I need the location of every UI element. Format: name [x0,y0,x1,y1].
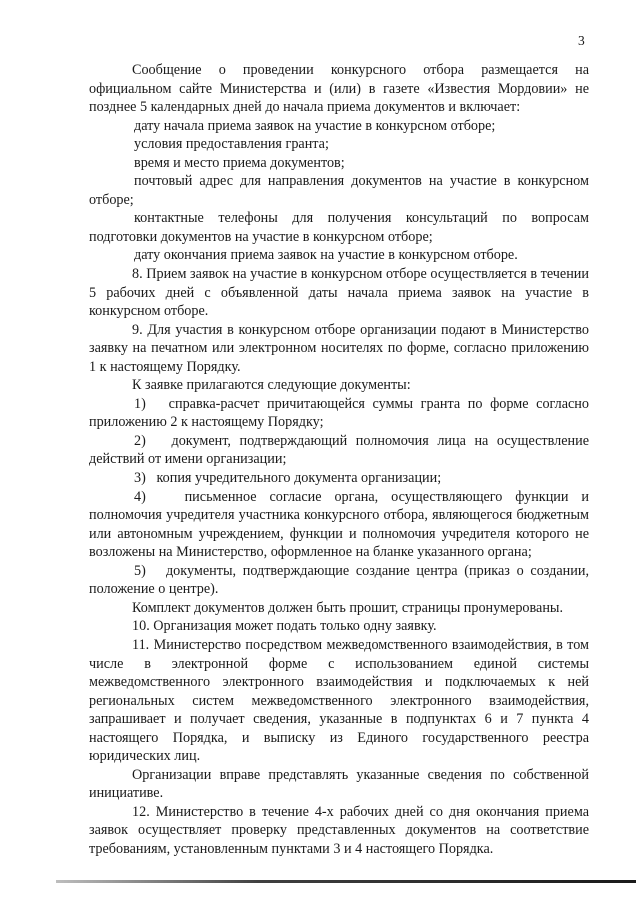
list-item: условия предоставления гранта; [134,136,329,153]
list-item: контактные телефоны для получения консультаций по вопросам подготовки документов на участие в конкурсном отборе; [89,210,589,245]
numbered-item: 3) копия учредительного документа организации; [134,470,442,487]
bottom-scan-line [56,880,636,883]
paragraph-clause-8: 8. Прием заявок на участие в конкурсном отборе осуществляется в течении 5 рабочих дней с объявленной даты начала приема заявок на участие в конкурсном отборе. [89,266,589,320]
paragraph-clause-12: 12. Министерство в течение 4-х рабочих дней со дня окончания приема заявок осуществляет проверку представленных документов на соответствие требованиям, установленным пунктами 3 и 4 настоящего Порядка. [89,803,589,857]
paragraph-clause-9: 9. Для участия в конкурсном отборе организации подают в Министерство заявку на печатном или электронном носителях по форме, согласно приложению 1 к настоящему Порядку. [89,321,589,375]
paragraph: Комплект документов должен быть прошит, страницы пронумерованы. [132,599,563,616]
paragraph: Сообщение о проведении конкурсного отбора размещается на официальном сайте Министерства и (или) в газете «Известия Мордовии» не позднее 5 календарных дней до начала приема документов и включает: [89,62,589,116]
list-item: время и место приема документов; [134,154,345,171]
paragraph-clause-10: 10. Организация может подать только одну заявку. [132,618,437,635]
list-item: дату начала приема заявок на участие в конкурсном отборе; [134,117,496,134]
paragraph: Организации вправе представлять указанные сведения по собственной инициативе. [89,766,589,802]
paragraph: К заявке прилагаются следующие документы: [132,377,411,394]
list-item: дату окончания приема заявок на участие в конкурсном отборе. [134,247,518,264]
page-number: 3 [578,33,585,48]
numbered-item: 5) документы, подтверждающие создание центра (приказ о создании, положение о центре). [89,562,589,598]
numbered-item: 1) справка-расчет причитающейся суммы гранта по форме согласно приложению 2 к настоящему Порядку; [89,395,589,431]
document-body [89,61,589,859]
list-item: почтовый адрес для направления документов на участие в конкурсном отборе; [89,173,589,208]
paragraph-clause-11: 11. Министерство посредством межведомственного взаимодействия, в том числе в электронной форме с использованием единой системы межведомственного электронного взаимодействия и подключаемых к ней региональных систем межведомственного электронного взаимодействия, запрашивает и получает сведения, указанные в подпунктах 6 и 7 пункта 4 настоящего Порядка, и выписку из Единого государственного реестра юридических лиц. [89,636,589,765]
numbered-item: 2) документ, подтверждающий полномочия лица на осуществление действий от имени организации; [89,432,589,468]
numbered-item: 4) письменное согласие органа, осуществляющего функции и полномочия учредителя участника конкурсного отбора, являющегося бюджетным или автономным учреждением, функции и полномочия учредителя которого не возложены на Министерство, оформленное на бланке указанного органа; [89,488,589,561]
